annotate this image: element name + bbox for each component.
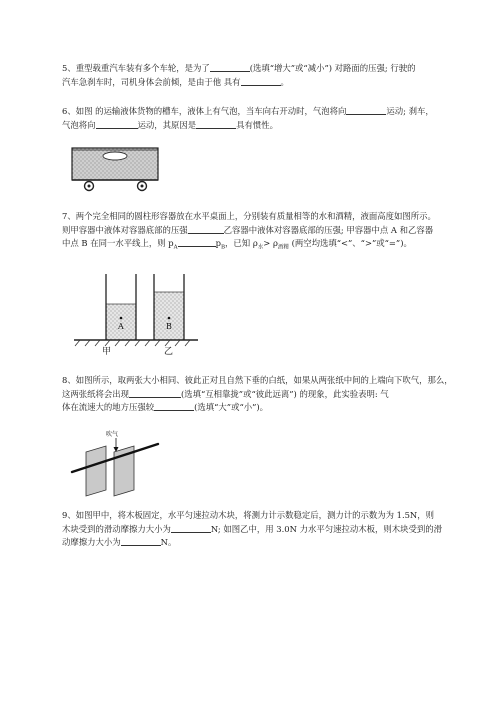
wheel-right [138,182,147,191]
container-jia-label: 甲 [102,347,112,356]
answer-blank[interactable] [241,76,281,86]
question-7 [62,210,462,251]
answer-blank[interactable] [188,224,224,234]
question-8 [62,374,462,415]
answer-blank[interactable] [96,119,138,129]
question-8-line-1: 8、如图所示，取两张大小相同、彼此正对且自然下垂的白纸，如果从两张纸中间的上端向下吹气，那么， [62,375,453,385]
table-surface [74,340,198,346]
question-9-line-3: 动摩擦力大小为 N。 [62,537,177,547]
answer-blank[interactable] [171,523,211,533]
wheel-left [85,182,94,191]
answer-blank[interactable] [121,536,161,546]
tank-truck-figure [70,146,162,194]
answer-blank[interactable] [154,401,194,411]
answer-blank[interactable] [178,237,216,247]
container-yi-label: 乙 [164,347,174,356]
answer-blank[interactable] [210,62,250,72]
point-b-label: B [166,322,172,331]
blow-arrow [114,438,119,452]
question-8-line-3: 体在流速大的地方压强较 (选填“大”或“小”)。 [62,402,269,412]
blow-label: 吹气 [106,431,119,438]
question-7-line-3: 中点 B 在同一水平线上，则 $p_A$ $p_B$，已知 $\rho_水> \rho_{酒精}$ (两空均选填“<”、“>”或“=”)。 [62,238,412,251]
question-5-line-2: 汽车急刹车时，司机身体会前倾，是由于他 具有 。 [62,76,289,87]
question-6 [62,105,462,132]
question-9-line-1: 9、如图甲中，将木板固定，水平匀速拉动木块，将测力计示数稳定后，测力计的示数为为 1.5N，则 [62,510,435,520]
question-9-line-2: 木块受到的滑动摩擦力大小为 N; 如图乙中，用 3.0N 力水平匀速拉动木板，则木块受到的滑 [62,523,442,534]
answer-blank[interactable] [346,105,386,115]
two-containers-figure [72,272,202,356]
question-6-line-1: 6、如图 的运输液体货物的槽车，液体上有气泡，当车向右开动时，气泡将向 运动; 刹车， [62,106,434,116]
question-5-line-1: 5、重型载重汽车装有多个车轮，是为了 (选填“增大”或“减小”) 对路面的压强; 行驶的 [62,63,416,73]
point-b [168,317,171,320]
question-8-line-2: 这两张纸将会出现 (选填“互相靠拢”或“彼此远离”) 的现象，此实验表明: 气 [62,388,389,399]
point-a [120,317,123,320]
question-5 [62,62,462,89]
paper-blowing-figure [68,428,164,500]
air-bubble [103,152,127,160]
paper-sheet-left [86,446,106,496]
question-7-line-1: 7、两个完全相同的圆柱形容器放在水平桌面上，分别装有质量相等的水和酒精，液面高度如图所示。 [62,211,436,221]
point-a-label: A [118,322,124,331]
question-6-line-2: 气泡将向 运动，其原因是 具有惯性。 [62,119,278,130]
answer-blank[interactable] [129,388,181,398]
question-9 [62,509,462,550]
answer-blank[interactable] [196,119,236,129]
question-7-line-2: 则甲容器中液体对容器底部的压强 乙容器中液体对容器底部的压强; 甲容器中点 A 和乙容器 [62,224,434,235]
